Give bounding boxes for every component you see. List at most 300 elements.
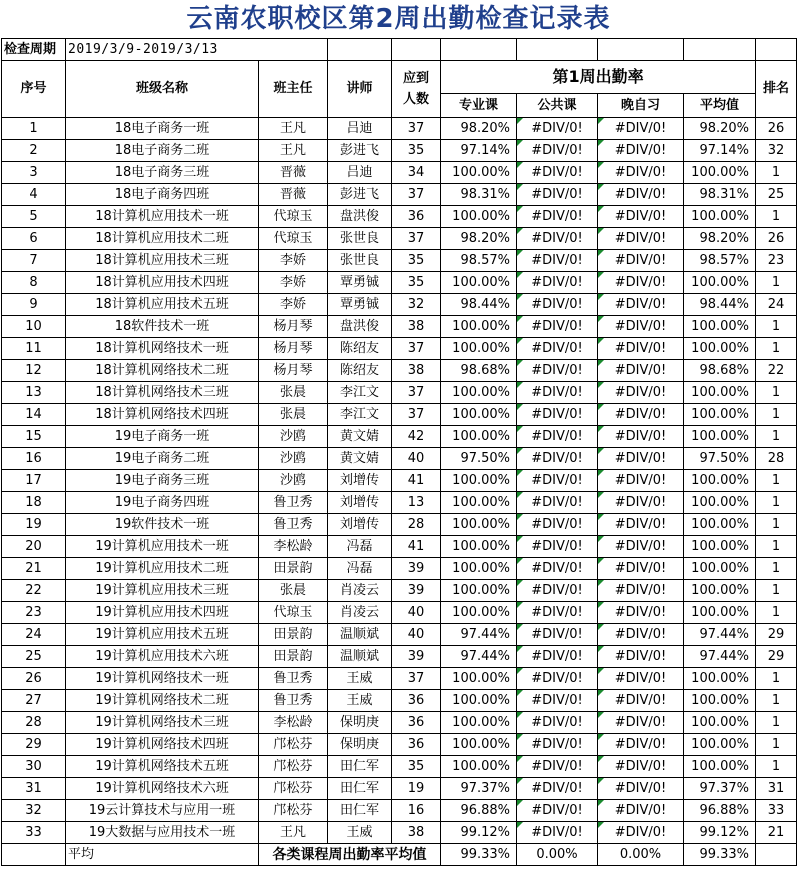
cell-seq[interactable]: 6 <box>2 228 66 250</box>
cell-count[interactable]: 40 <box>392 448 441 470</box>
cell-head-teacher[interactable]: 代琼玉 <box>259 602 328 624</box>
cell-avg[interactable]: 98.68% <box>684 360 756 382</box>
cell-lecturer[interactable]: 肖凌云 <box>328 580 392 602</box>
cell-major[interactable]: 100.00% <box>441 382 517 404</box>
cell-major[interactable]: 100.00% <box>441 668 517 690</box>
cell-avg[interactable]: 99.12% <box>684 822 756 844</box>
empty-cell[interactable] <box>598 39 684 61</box>
cell-count[interactable]: 38 <box>392 822 441 844</box>
cell-class-name[interactable]: 19计算机网络技术四班 <box>66 734 259 756</box>
cell-head-teacher[interactable]: 代琼玉 <box>259 206 328 228</box>
cell-evening[interactable]: #DIV/0! <box>598 272 684 294</box>
cell-seq[interactable]: 3 <box>2 162 66 184</box>
cell-avg[interactable]: 96.88% <box>684 800 756 822</box>
cell-head-teacher[interactable]: 张晨 <box>259 580 328 602</box>
cell-head-teacher[interactable]: 田景韵 <box>259 624 328 646</box>
cell-lecturer[interactable]: 刘增传 <box>328 470 392 492</box>
cell-public[interactable]: #DIV/0! <box>517 206 598 228</box>
cell-count[interactable]: 37 <box>392 184 441 206</box>
cell-lecturer[interactable]: 黄文婧 <box>328 426 392 448</box>
cell-major[interactable]: 97.44% <box>441 624 517 646</box>
cell-class-name[interactable]: 19计算机网络技术五班 <box>66 756 259 778</box>
cell-major[interactable]: 100.00% <box>441 558 517 580</box>
empty-cell[interactable] <box>684 39 756 61</box>
cell-class-name[interactable]: 19计算机应用技术四班 <box>66 602 259 624</box>
cell-evening[interactable]: #DIV/0! <box>598 184 684 206</box>
cell-count[interactable]: 35 <box>392 272 441 294</box>
cell-head-teacher[interactable]: 杨月琴 <box>259 316 328 338</box>
cell-class-name[interactable]: 19计算机应用技术六班 <box>66 646 259 668</box>
cell-head-teacher[interactable]: 邝松芬 <box>259 778 328 800</box>
header-seq[interactable]: 序号 <box>2 61 66 118</box>
cell-avg[interactable]: 98.20% <box>684 228 756 250</box>
cell-lecturer[interactable]: 彭进飞 <box>328 184 392 206</box>
cell-rank[interactable]: 1 <box>756 690 797 712</box>
header-evening[interactable]: 晚自习 <box>598 94 684 118</box>
cell-avg[interactable]: 97.50% <box>684 448 756 470</box>
cell-avg[interactable]: 100.00% <box>684 734 756 756</box>
cell-rank[interactable]: 21 <box>756 822 797 844</box>
cell-class-name[interactable]: 19计算机应用技术一班 <box>66 536 259 558</box>
cell-lecturer[interactable]: 刘增传 <box>328 492 392 514</box>
cell-public[interactable]: #DIV/0! <box>517 360 598 382</box>
cell-lecturer[interactable]: 田仁军 <box>328 756 392 778</box>
cell-class-name[interactable]: 18计算机应用技术五班 <box>66 294 259 316</box>
cell-avg[interactable]: 100.00% <box>684 404 756 426</box>
cell-seq[interactable]: 8 <box>2 272 66 294</box>
cell-rank[interactable]: 23 <box>756 250 797 272</box>
cell-seq[interactable]: 9 <box>2 294 66 316</box>
cell-rank[interactable]: 1 <box>756 580 797 602</box>
cell-class-name[interactable]: 18计算机网络技术二班 <box>66 360 259 382</box>
cell-evening[interactable]: #DIV/0! <box>598 426 684 448</box>
cell-major[interactable]: 100.00% <box>441 734 517 756</box>
cell-head-teacher[interactable]: 鲁卫秀 <box>259 668 328 690</box>
footer-rank-cell[interactable] <box>756 844 797 866</box>
cell-avg[interactable]: 97.37% <box>684 778 756 800</box>
cell-avg[interactable]: 100.00% <box>684 470 756 492</box>
cell-class-name[interactable]: 19计算机网络技术六班 <box>66 778 259 800</box>
cell-head-teacher[interactable]: 李娇 <box>259 250 328 272</box>
cell-class-name[interactable]: 19计算机网络技术一班 <box>66 668 259 690</box>
cell-evening[interactable]: #DIV/0! <box>598 668 684 690</box>
cell-rank[interactable]: 32 <box>756 140 797 162</box>
cell-avg[interactable]: 100.00% <box>684 558 756 580</box>
header-class-name[interactable]: 班级名称 <box>66 61 259 118</box>
footer-public[interactable]: 0.00% <box>517 844 598 866</box>
cell-count[interactable]: 39 <box>392 558 441 580</box>
cell-major[interactable]: 97.50% <box>441 448 517 470</box>
cell-lecturer[interactable]: 王威 <box>328 668 392 690</box>
cell-count[interactable]: 35 <box>392 756 441 778</box>
cell-count[interactable]: 36 <box>392 712 441 734</box>
cell-avg[interactable]: 100.00% <box>684 580 756 602</box>
cell-class-name[interactable]: 18计算机应用技术一班 <box>66 206 259 228</box>
cell-avg[interactable]: 100.00% <box>684 272 756 294</box>
cell-seq[interactable]: 19 <box>2 514 66 536</box>
cell-head-teacher[interactable]: 李娇 <box>259 294 328 316</box>
cell-lecturer[interactable]: 温顺斌 <box>328 646 392 668</box>
cell-seq[interactable]: 10 <box>2 316 66 338</box>
cell-rank[interactable]: 1 <box>756 712 797 734</box>
cell-evening[interactable]: #DIV/0! <box>598 778 684 800</box>
cell-rank[interactable]: 29 <box>756 646 797 668</box>
cell-evening[interactable]: #DIV/0! <box>598 492 684 514</box>
cell-count[interactable]: 38 <box>392 316 441 338</box>
cell-major[interactable]: 98.20% <box>441 118 517 140</box>
cell-lecturer[interactable]: 盘洪俊 <box>328 206 392 228</box>
empty-cell[interactable] <box>441 39 517 61</box>
empty-cell[interactable] <box>328 39 392 61</box>
cell-evening[interactable]: #DIV/0! <box>598 360 684 382</box>
cell-public[interactable]: #DIV/0! <box>517 712 598 734</box>
cell-evening[interactable]: #DIV/0! <box>598 558 684 580</box>
cell-head-teacher[interactable]: 张晨 <box>259 382 328 404</box>
cell-lecturer[interactable]: 覃勇铖 <box>328 294 392 316</box>
cell-major[interactable]: 100.00% <box>441 206 517 228</box>
cell-avg[interactable]: 100.00% <box>684 690 756 712</box>
cell-count[interactable]: 39 <box>392 646 441 668</box>
cell-major[interactable]: 100.00% <box>441 426 517 448</box>
cell-rank[interactable]: 1 <box>756 756 797 778</box>
cell-public[interactable]: #DIV/0! <box>517 404 598 426</box>
cell-lecturer[interactable]: 保明庚 <box>328 734 392 756</box>
cell-rank[interactable]: 1 <box>756 558 797 580</box>
cell-rank[interactable]: 1 <box>756 404 797 426</box>
cell-public[interactable]: #DIV/0! <box>517 756 598 778</box>
cell-public[interactable]: #DIV/0! <box>517 250 598 272</box>
cell-count[interactable]: 16 <box>392 800 441 822</box>
cell-count[interactable]: 37 <box>392 382 441 404</box>
cell-count[interactable]: 37 <box>392 228 441 250</box>
cell-major[interactable]: 100.00% <box>441 404 517 426</box>
cell-evening[interactable]: #DIV/0! <box>598 690 684 712</box>
cell-count[interactable]: 34 <box>392 162 441 184</box>
cell-count[interactable]: 35 <box>392 250 441 272</box>
cell-seq[interactable]: 1 <box>2 118 66 140</box>
cell-head-teacher[interactable]: 晋薇 <box>259 162 328 184</box>
cell-evening[interactable]: #DIV/0! <box>598 756 684 778</box>
cell-seq[interactable]: 20 <box>2 536 66 558</box>
cell-class-name[interactable]: 18计算机应用技术二班 <box>66 228 259 250</box>
cell-seq[interactable]: 29 <box>2 734 66 756</box>
cell-seq[interactable]: 11 <box>2 338 66 360</box>
cell-rank[interactable]: 31 <box>756 778 797 800</box>
cell-head-teacher[interactable]: 晋薇 <box>259 184 328 206</box>
cell-major[interactable]: 100.00% <box>441 580 517 602</box>
cell-public[interactable]: #DIV/0! <box>517 624 598 646</box>
cell-head-teacher[interactable]: 张晨 <box>259 404 328 426</box>
cell-count[interactable]: 36 <box>392 206 441 228</box>
cell-major[interactable]: 97.44% <box>441 646 517 668</box>
cell-head-teacher[interactable]: 鲁卫秀 <box>259 492 328 514</box>
period-label[interactable]: 检查周期 <box>2 39 66 61</box>
cell-class-name[interactable]: 18电子商务二班 <box>66 140 259 162</box>
cell-rank[interactable]: 1 <box>756 602 797 624</box>
cell-rank[interactable]: 1 <box>756 382 797 404</box>
cell-head-teacher[interactable]: 王凡 <box>259 140 328 162</box>
footer-description[interactable]: 各类课程周出勤率平均值 <box>259 844 441 866</box>
cell-evening[interactable]: #DIV/0! <box>598 404 684 426</box>
cell-seq[interactable]: 30 <box>2 756 66 778</box>
cell-public[interactable]: #DIV/0! <box>517 272 598 294</box>
cell-lecturer[interactable]: 田仁军 <box>328 800 392 822</box>
cell-lecturer[interactable]: 冯磊 <box>328 558 392 580</box>
cell-seq[interactable]: 7 <box>2 250 66 272</box>
cell-head-teacher[interactable]: 沙鸥 <box>259 470 328 492</box>
cell-major[interactable]: 100.00% <box>441 316 517 338</box>
cell-head-teacher[interactable]: 李松龄 <box>259 536 328 558</box>
cell-count[interactable]: 37 <box>392 404 441 426</box>
cell-major[interactable]: 100.00% <box>441 712 517 734</box>
cell-count[interactable]: 40 <box>392 602 441 624</box>
cell-count[interactable]: 41 <box>392 536 441 558</box>
cell-class-name[interactable]: 19计算机网络技术三班 <box>66 712 259 734</box>
cell-class-name[interactable]: 19计算机应用技术五班 <box>66 624 259 646</box>
cell-evening[interactable]: #DIV/0! <box>598 646 684 668</box>
cell-lecturer[interactable]: 张世良 <box>328 228 392 250</box>
cell-evening[interactable]: #DIV/0! <box>598 800 684 822</box>
cell-major[interactable]: 97.37% <box>441 778 517 800</box>
cell-major[interactable]: 100.00% <box>441 690 517 712</box>
cell-evening[interactable]: #DIV/0! <box>598 140 684 162</box>
cell-seq[interactable]: 17 <box>2 470 66 492</box>
cell-public[interactable]: #DIV/0! <box>517 558 598 580</box>
cell-seq[interactable]: 33 <box>2 822 66 844</box>
cell-head-teacher[interactable]: 沙鸥 <box>259 426 328 448</box>
cell-avg[interactable]: 97.44% <box>684 624 756 646</box>
cell-count[interactable]: 39 <box>392 580 441 602</box>
cell-major[interactable]: 97.14% <box>441 140 517 162</box>
cell-public[interactable]: #DIV/0! <box>517 690 598 712</box>
cell-lecturer[interactable]: 刘增传 <box>328 514 392 536</box>
cell-rank[interactable]: 1 <box>756 734 797 756</box>
cell-class-name[interactable]: 19电子商务二班 <box>66 448 259 470</box>
cell-public[interactable]: #DIV/0! <box>517 448 598 470</box>
footer-evening[interactable]: 0.00% <box>598 844 684 866</box>
cell-major[interactable]: 99.12% <box>441 822 517 844</box>
cell-lecturer[interactable]: 温顺斌 <box>328 624 392 646</box>
cell-avg[interactable]: 100.00% <box>684 426 756 448</box>
cell-class-name[interactable]: 18电子商务三班 <box>66 162 259 184</box>
cell-count[interactable]: 36 <box>392 734 441 756</box>
cell-head-teacher[interactable]: 李松龄 <box>259 712 328 734</box>
cell-avg[interactable]: 100.00% <box>684 514 756 536</box>
cell-rank[interactable]: 24 <box>756 294 797 316</box>
header-attendance-group[interactable]: 第1周出勤率 <box>441 61 756 94</box>
cell-seq[interactable]: 5 <box>2 206 66 228</box>
cell-avg[interactable]: 98.57% <box>684 250 756 272</box>
cell-class-name[interactable]: 18软件技术一班 <box>66 316 259 338</box>
cell-lecturer[interactable]: 陈绍友 <box>328 338 392 360</box>
header-major[interactable]: 专业课 <box>441 94 517 118</box>
cell-public[interactable]: #DIV/0! <box>517 536 598 558</box>
cell-lecturer[interactable]: 黄文婧 <box>328 448 392 470</box>
cell-avg[interactable]: 100.00% <box>684 602 756 624</box>
cell-lecturer[interactable]: 王威 <box>328 822 392 844</box>
cell-rank[interactable]: 29 <box>756 624 797 646</box>
cell-seq[interactable]: 4 <box>2 184 66 206</box>
cell-evening[interactable]: #DIV/0! <box>598 118 684 140</box>
cell-head-teacher[interactable]: 王凡 <box>259 118 328 140</box>
header-public[interactable]: 公共课 <box>517 94 598 118</box>
cell-evening[interactable]: #DIV/0! <box>598 206 684 228</box>
cell-rank[interactable]: 1 <box>756 316 797 338</box>
cell-count[interactable]: 40 <box>392 624 441 646</box>
cell-head-teacher[interactable]: 鲁卫秀 <box>259 514 328 536</box>
cell-seq[interactable]: 14 <box>2 404 66 426</box>
cell-evening[interactable]: #DIV/0! <box>598 250 684 272</box>
cell-rank[interactable]: 1 <box>756 470 797 492</box>
cell-major[interactable]: 100.00% <box>441 272 517 294</box>
cell-public[interactable]: #DIV/0! <box>517 668 598 690</box>
cell-major[interactable]: 98.68% <box>441 360 517 382</box>
cell-rank[interactable]: 26 <box>756 228 797 250</box>
cell-public[interactable]: #DIV/0! <box>517 778 598 800</box>
cell-head-teacher[interactable]: 杨月琴 <box>259 338 328 360</box>
cell-lecturer[interactable]: 保明庚 <box>328 712 392 734</box>
cell-seq[interactable]: 13 <box>2 382 66 404</box>
cell-head-teacher[interactable]: 沙鸥 <box>259 448 328 470</box>
cell-class-name[interactable]: 19软件技术一班 <box>66 514 259 536</box>
cell-head-teacher[interactable]: 代琼玉 <box>259 228 328 250</box>
cell-class-name[interactable]: 18计算机应用技术三班 <box>66 250 259 272</box>
cell-public[interactable]: #DIV/0! <box>517 140 598 162</box>
cell-major[interactable]: 100.00% <box>441 338 517 360</box>
cell-rank[interactable]: 1 <box>756 338 797 360</box>
cell-count[interactable]: 41 <box>392 470 441 492</box>
cell-lecturer[interactable]: 吕迪 <box>328 162 392 184</box>
cell-major[interactable]: 100.00% <box>441 602 517 624</box>
cell-public[interactable]: #DIV/0! <box>517 426 598 448</box>
cell-head-teacher[interactable]: 王凡 <box>259 822 328 844</box>
footer-label[interactable]: 平均 <box>66 844 259 866</box>
cell-rank[interactable]: 1 <box>756 668 797 690</box>
cell-major[interactable]: 100.00% <box>441 162 517 184</box>
cell-rank[interactable]: 1 <box>756 492 797 514</box>
cell-public[interactable]: #DIV/0! <box>517 294 598 316</box>
header-head-teacher[interactable]: 班主任 <box>259 61 328 118</box>
cell-lecturer[interactable]: 冯磊 <box>328 536 392 558</box>
cell-class-name[interactable]: 19电子商务一班 <box>66 426 259 448</box>
cell-rank[interactable]: 1 <box>756 206 797 228</box>
cell-evening[interactable]: #DIV/0! <box>598 624 684 646</box>
cell-class-name[interactable]: 19计算机应用技术二班 <box>66 558 259 580</box>
cell-lecturer[interactable]: 覃勇铖 <box>328 272 392 294</box>
cell-class-name[interactable]: 18计算机应用技术四班 <box>66 272 259 294</box>
cell-seq[interactable]: 2 <box>2 140 66 162</box>
cell-avg[interactable]: 100.00% <box>684 206 756 228</box>
cell-avg[interactable]: 100.00% <box>684 756 756 778</box>
cell-evening[interactable]: #DIV/0! <box>598 448 684 470</box>
cell-avg[interactable]: 97.14% <box>684 140 756 162</box>
cell-lecturer[interactable]: 张世良 <box>328 250 392 272</box>
cell-head-teacher[interactable]: 鲁卫秀 <box>259 690 328 712</box>
cell-head-teacher[interactable]: 李娇 <box>259 272 328 294</box>
cell-count[interactable]: 37 <box>392 338 441 360</box>
cell-rank[interactable]: 33 <box>756 800 797 822</box>
cell-public[interactable]: #DIV/0! <box>517 734 598 756</box>
cell-seq[interactable]: 26 <box>2 668 66 690</box>
cell-avg[interactable]: 100.00% <box>684 536 756 558</box>
cell-avg[interactable]: 100.00% <box>684 382 756 404</box>
cell-head-teacher[interactable]: 邝松芬 <box>259 800 328 822</box>
cell-public[interactable]: #DIV/0! <box>517 602 598 624</box>
cell-evening[interactable]: #DIV/0! <box>598 382 684 404</box>
cell-public[interactable]: #DIV/0! <box>517 118 598 140</box>
cell-class-name[interactable]: 18电子商务四班 <box>66 184 259 206</box>
cell-head-teacher[interactable]: 邝松芬 <box>259 734 328 756</box>
cell-seq[interactable]: 32 <box>2 800 66 822</box>
cell-class-name[interactable]: 18计算机网络技术一班 <box>66 338 259 360</box>
cell-seq[interactable]: 21 <box>2 558 66 580</box>
header-count[interactable] <box>392 61 441 118</box>
cell-class-name[interactable]: 19云计算技术与应用一班 <box>66 800 259 822</box>
cell-rank[interactable]: 22 <box>756 360 797 382</box>
cell-public[interactable]: #DIV/0! <box>517 316 598 338</box>
cell-public[interactable]: #DIV/0! <box>517 184 598 206</box>
cell-evening[interactable]: #DIV/0! <box>598 712 684 734</box>
cell-evening[interactable]: #DIV/0! <box>598 228 684 250</box>
cell-class-name[interactable]: 18计算机网络技术四班 <box>66 404 259 426</box>
cell-public[interactable]: #DIV/0! <box>517 228 598 250</box>
cell-major[interactable]: 98.20% <box>441 228 517 250</box>
cell-avg[interactable]: 100.00% <box>684 492 756 514</box>
cell-public[interactable]: #DIV/0! <box>517 514 598 536</box>
cell-class-name[interactable]: 19大数据与应用技术一班 <box>66 822 259 844</box>
cell-count[interactable]: 42 <box>392 426 441 448</box>
cell-seq[interactable]: 27 <box>2 690 66 712</box>
cell-seq[interactable]: 23 <box>2 602 66 624</box>
cell-seq[interactable]: 22 <box>2 580 66 602</box>
cell-head-teacher[interactable]: 田景韵 <box>259 646 328 668</box>
cell-major[interactable]: 100.00% <box>441 536 517 558</box>
cell-evening[interactable]: #DIV/0! <box>598 580 684 602</box>
cell-class-name[interactable]: 19电子商务四班 <box>66 492 259 514</box>
cell-avg[interactable]: 100.00% <box>684 668 756 690</box>
cell-avg[interactable]: 98.20% <box>684 118 756 140</box>
cell-lecturer[interactable]: 彭进飞 <box>328 140 392 162</box>
cell-rank[interactable]: 1 <box>756 162 797 184</box>
empty-cell[interactable] <box>756 39 797 61</box>
cell-avg[interactable]: 100.00% <box>684 162 756 184</box>
header-rank[interactable]: 排名 <box>756 61 797 118</box>
cell-public[interactable]: #DIV/0! <box>517 646 598 668</box>
cell-class-name[interactable]: 18电子商务一班 <box>66 118 259 140</box>
cell-major[interactable]: 100.00% <box>441 470 517 492</box>
cell-lecturer[interactable]: 盘洪俊 <box>328 316 392 338</box>
cell-public[interactable]: #DIV/0! <box>517 800 598 822</box>
footer-empty-cell[interactable] <box>2 844 66 866</box>
cell-evening[interactable]: #DIV/0! <box>598 734 684 756</box>
cell-count[interactable]: 35 <box>392 140 441 162</box>
cell-count[interactable]: 13 <box>392 492 441 514</box>
cell-public[interactable]: #DIV/0! <box>517 338 598 360</box>
cell-seq[interactable]: 31 <box>2 778 66 800</box>
cell-count[interactable]: 32 <box>392 294 441 316</box>
cell-seq[interactable]: 28 <box>2 712 66 734</box>
cell-class-name[interactable]: 19计算机网络技术二班 <box>66 690 259 712</box>
cell-avg[interactable]: 97.44% <box>684 646 756 668</box>
cell-class-name[interactable]: 19计算机应用技术三班 <box>66 580 259 602</box>
cell-evening[interactable]: #DIV/0! <box>598 536 684 558</box>
cell-evening[interactable]: #DIV/0! <box>598 602 684 624</box>
empty-cell[interactable] <box>392 39 441 61</box>
cell-avg[interactable]: 98.44% <box>684 294 756 316</box>
cell-rank[interactable]: 1 <box>756 426 797 448</box>
cell-avg[interactable]: 100.00% <box>684 712 756 734</box>
cell-evening[interactable]: #DIV/0! <box>598 822 684 844</box>
